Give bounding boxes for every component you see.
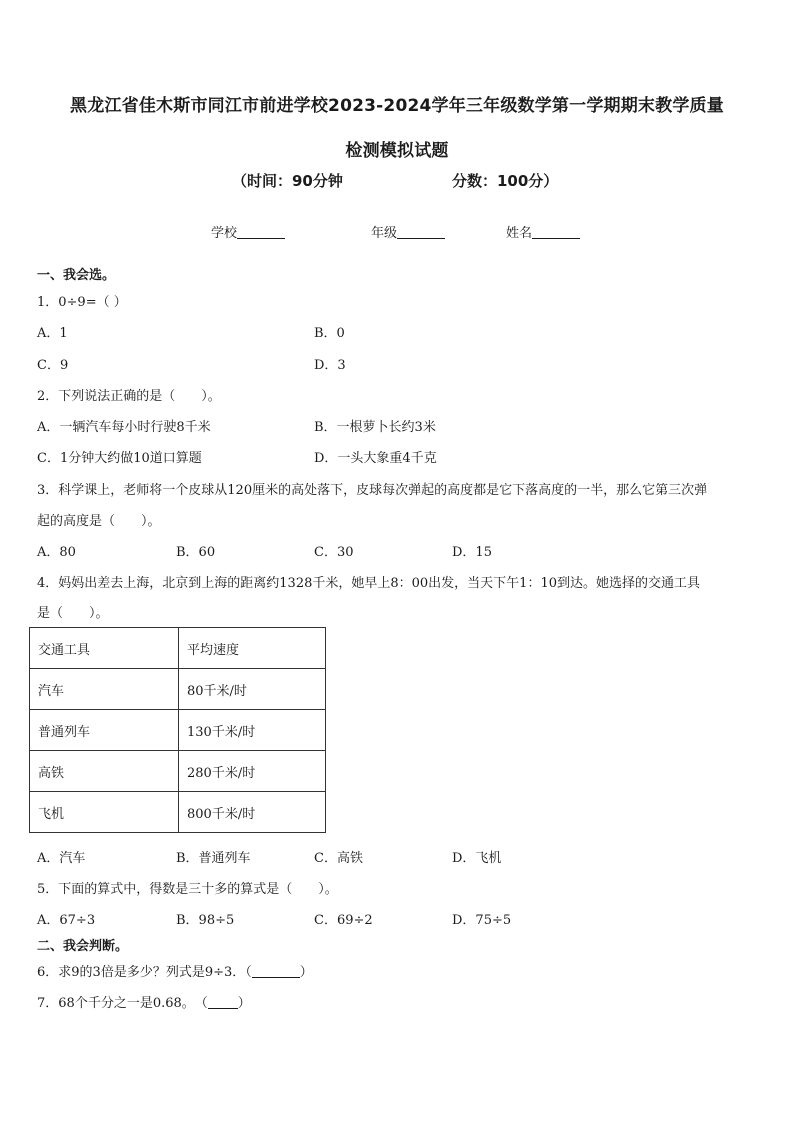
table-row <box>30 751 326 792</box>
table-row <box>30 669 326 710</box>
table-cell: 普通列车 <box>30 710 179 751</box>
school-field[interactable]: 学校 <box>211 222 285 241</box>
q1-option-d[interactable]: D．3 <box>314 358 346 373</box>
q4-stem-line-2: 是（ ）。 <box>37 606 109 621</box>
grade-field[interactable]: 年级 <box>371 222 445 241</box>
q7-answer-blank[interactable] <box>208 995 238 1009</box>
q5-stem: 5．下面的算式中，得数是三十多的算式是（ ）。 <box>37 882 338 897</box>
name-blank[interactable] <box>532 225 580 239</box>
section-1-heading: 一、我会选。 <box>37 268 116 283</box>
q2-option-d[interactable]: D．一头大象重4千克 <box>314 451 437 466</box>
q4-stem-line-1: 4．妈妈出差去上海，北京到上海的距离约1328千米，她早上8：00出发，当天下午1：10到达。她选择的交通工具 <box>37 576 700 591</box>
transport-speed-table <box>29 627 326 833</box>
table-header-cell: 平均速度 <box>179 628 326 669</box>
table-cell: 飞机 <box>30 792 179 833</box>
q5-option-c[interactable]: C．69÷2 <box>314 913 373 928</box>
table-cell: 高铁 <box>30 751 179 792</box>
q4-option-b[interactable]: B．普通列车 <box>176 851 251 866</box>
name-field[interactable]: 姓名 <box>506 222 580 241</box>
q4-option-d[interactable]: D．飞机 <box>452 851 502 866</box>
q3-option-a[interactable]: A．80 <box>37 545 76 560</box>
table-row <box>30 792 326 833</box>
q6-stem: 6．求9的3倍是多少？列式是9÷3．（ <box>37 965 252 980</box>
q2-option-c[interactable]: C．1分钟大约做10道口算题 <box>37 451 202 466</box>
title-line-1: 黑龙江省佳木斯市同江市前进学校2023-2024学年三年级数学第一学期期末教学质量 <box>70 96 724 116</box>
q5-option-a[interactable]: A．67÷3 <box>37 913 96 928</box>
q3-stem-line-2: 起的高度是（ ）。 <box>37 514 161 529</box>
table-cell: 800千米/时 <box>179 792 326 833</box>
table-cell: 130千米/时 <box>179 710 326 751</box>
table-cell: 80千米/时 <box>179 669 326 710</box>
q1-option-c[interactable]: C．9 <box>37 358 69 373</box>
table-cell: 汽车 <box>30 669 179 710</box>
q2-option-a[interactable]: A．一辆汽车每小时行驶8千米 <box>37 420 211 435</box>
q5-option-d[interactable]: D．75÷5 <box>452 913 512 928</box>
q5-option-b[interactable]: B．98÷5 <box>176 913 235 928</box>
q1-option-b[interactable]: B．0 <box>314 326 345 341</box>
exam-title <box>20 84 774 174</box>
q2-option-b[interactable]: B．一根萝卜长约3米 <box>314 420 436 435</box>
school-blank[interactable] <box>237 225 285 239</box>
exam-score: 分数：100分） <box>452 172 559 190</box>
q6-line: 6．求9的3倍是多少？列式是9÷3．（ ） <box>37 965 313 980</box>
table-cell: 280千米/时 <box>179 751 326 792</box>
title-line-2: 检测模拟试题 <box>345 141 449 161</box>
q6-answer-blank[interactable] <box>252 964 300 978</box>
q4-option-c[interactable]: C．高铁 <box>314 851 363 866</box>
q4-option-a[interactable]: A．汽车 <box>37 851 86 866</box>
q3-option-c[interactable]: C．30 <box>314 545 354 560</box>
table-header-cell: 交通工具 <box>30 628 179 669</box>
q1-stem: 1．0÷9=（ ） <box>37 295 127 310</box>
exam-time: （时间：90分钟 <box>232 172 343 190</box>
grade-blank[interactable] <box>397 225 445 239</box>
section-2-heading: 二、我会判断。 <box>37 939 129 954</box>
q7-stem: 7．68个千分之一是0.68。 （ <box>37 996 208 1011</box>
q1-option-a[interactable]: A．1 <box>37 326 68 341</box>
q3-stem-line-1: 3．科学课上，老师将一个皮球从120厘米的高处落下，皮球每次弹起的高度都是它下落高度的一半，那么它第三次弹 <box>37 483 708 498</box>
q7-line: 7．68个千分之一是0.68。 （ ） <box>37 996 251 1011</box>
table-row <box>30 710 326 751</box>
q2-stem: 2．下列说法正确的是（ ）。 <box>37 389 221 404</box>
table-header-row <box>30 628 326 669</box>
q3-option-d[interactable]: D．15 <box>452 545 492 560</box>
q3-option-b[interactable]: B．60 <box>176 545 216 560</box>
